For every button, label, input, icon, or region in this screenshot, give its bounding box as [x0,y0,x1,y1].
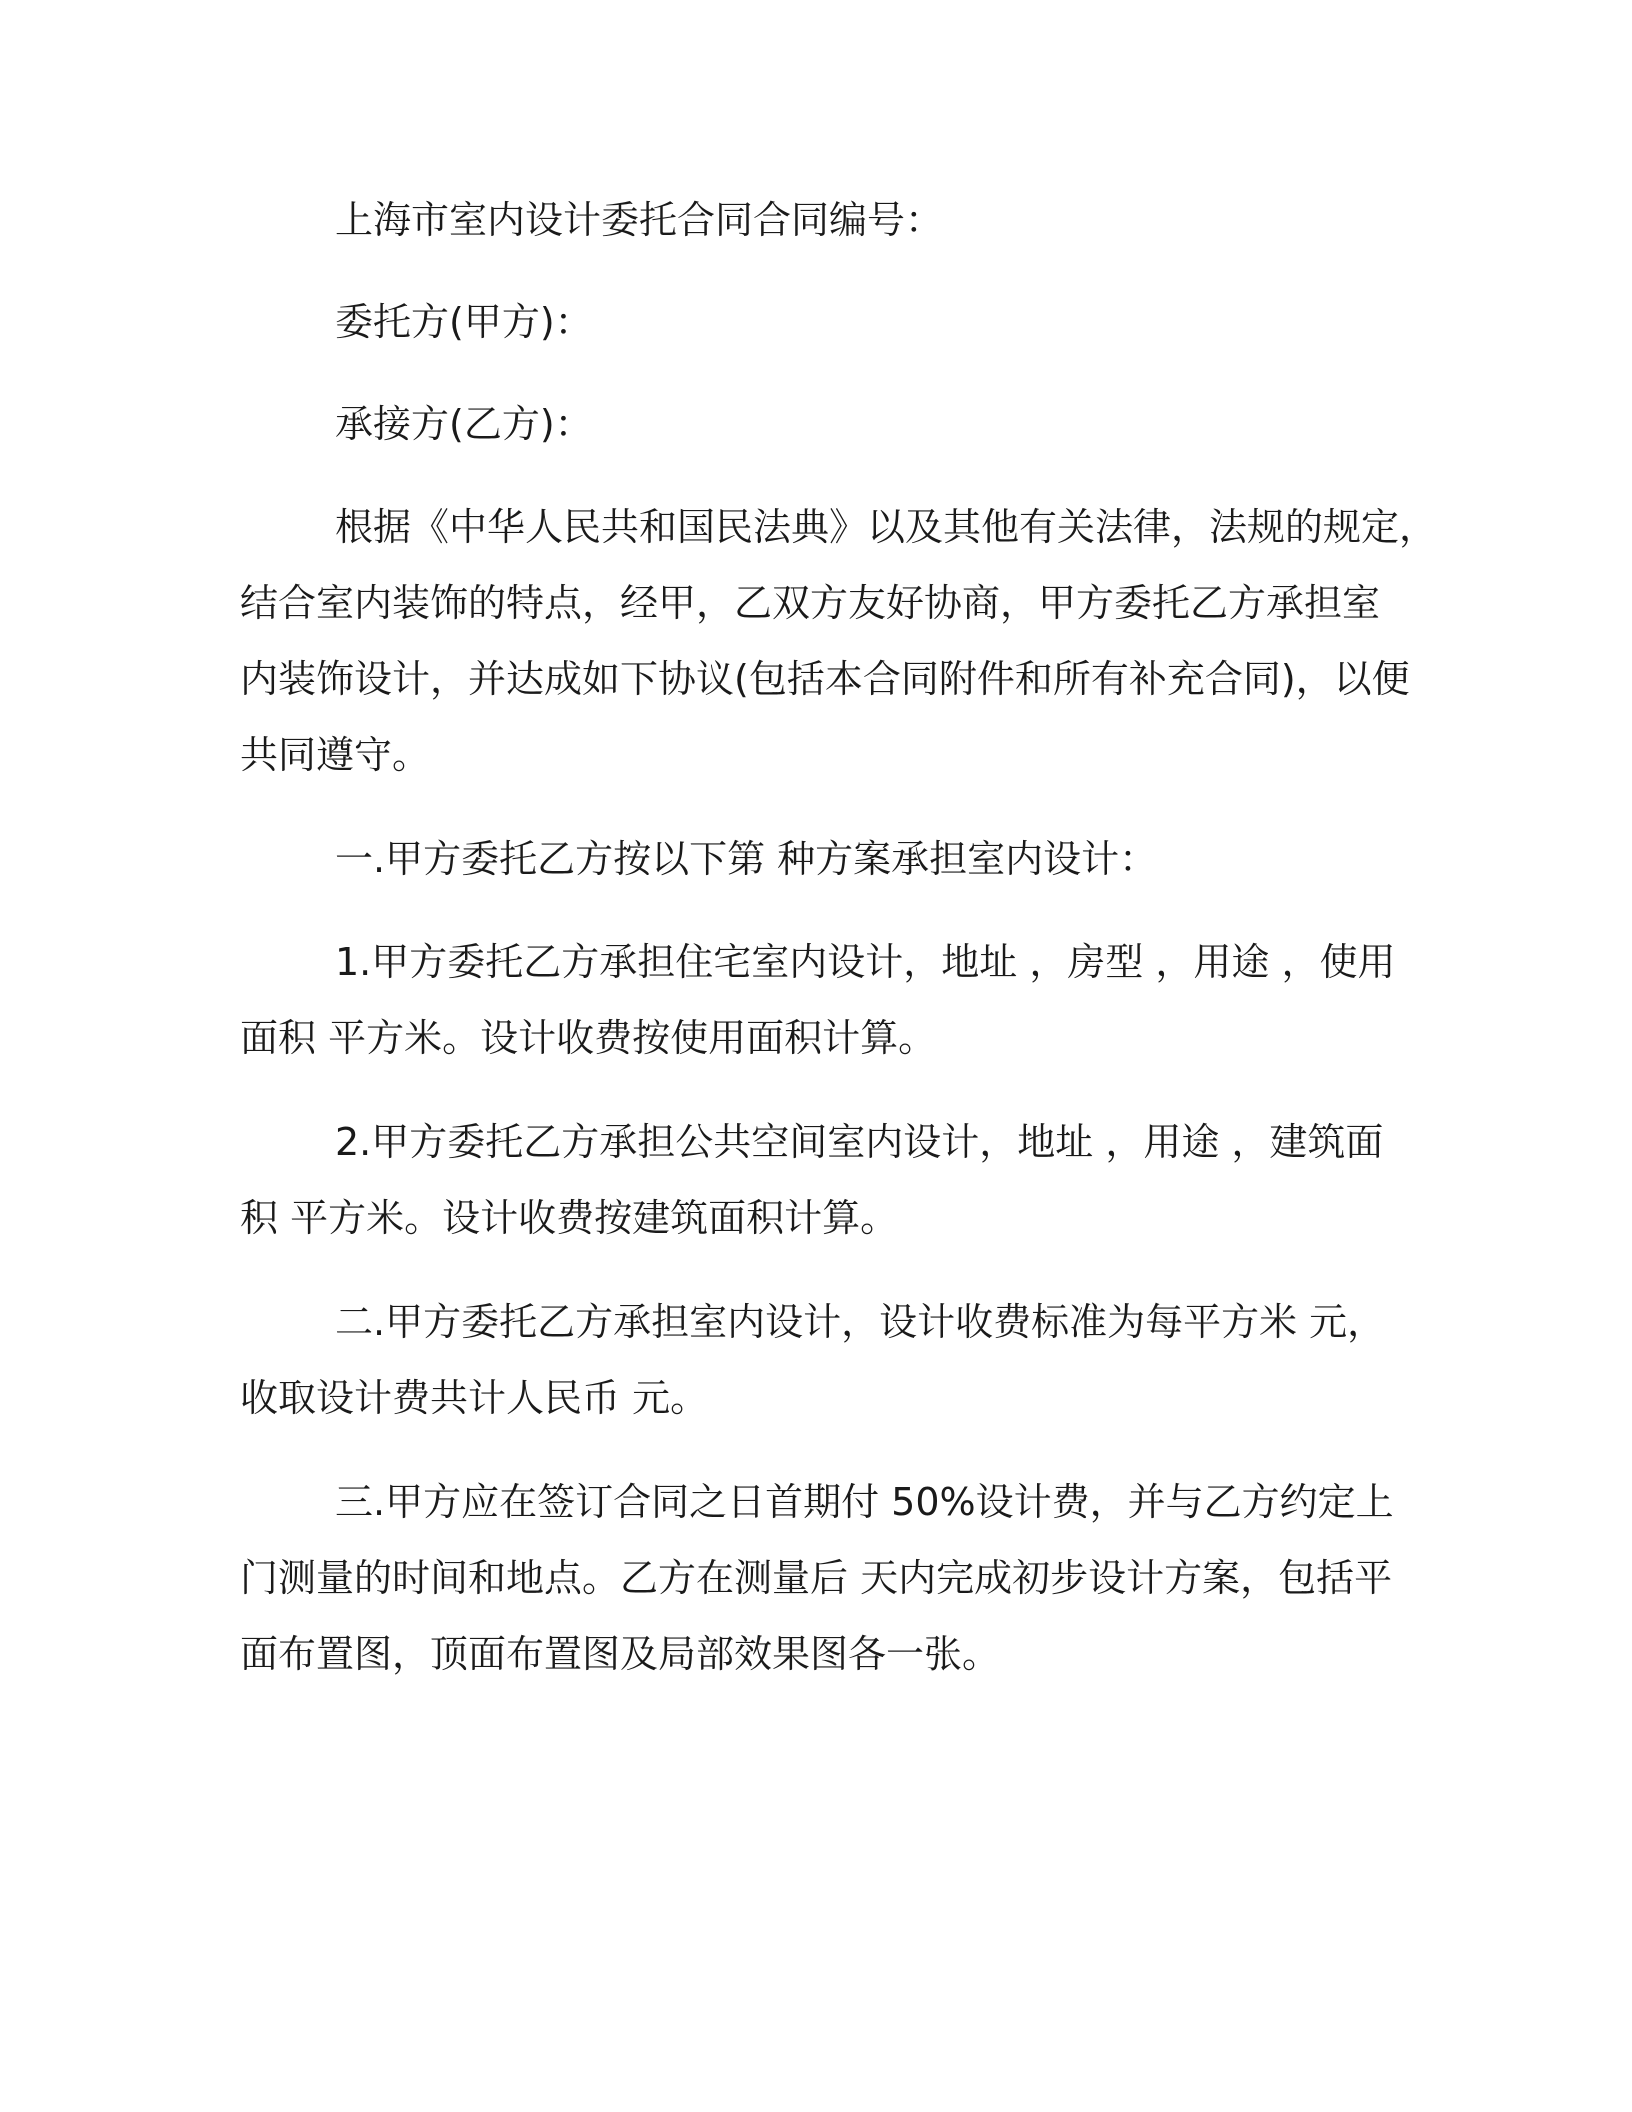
option-2-line: 积 平方米。设计收费按建筑面积计算。 [240,1196,899,1240]
clause-2-line: 二.甲方委托乙方承担室内设计，设计收费标准为每平方米 元， [335,1300,1386,1344]
preamble-line: 内装饰设计，并达成如下协议(包括本合同附件和所有补充合同)，以便 [240,657,1410,701]
preamble-line: 结合室内装饰的特点，经甲，乙双方友好协商，甲方委托乙方承担室 [240,581,1381,625]
preamble-line: 根据《中华人民共和国民法典》以及其他有关法律，法规的规定， [335,505,1438,549]
party-b-line: 承接方(乙方)： [335,402,593,446]
party-a-line: 委托方(甲方)： [335,300,593,344]
clause-3-line: 三.甲方应在签订合同之日首期付 50%设计费，并与乙方约定上 [335,1480,1394,1524]
clause-3-line: 面布置图，顶面布置图及局部效果图各一张。 [240,1632,1001,1676]
option-2-line: 2.甲方委托乙方承担公共空间室内设计，地址 ，用途 ，建筑面 [335,1120,1384,1164]
option-1-line: 1.甲方委托乙方承担住宅室内设计，地址 ，房型 ，用途 ，使用 [335,940,1396,984]
option-1-line: 面积 平方米。设计收费按使用面积计算。 [240,1016,937,1060]
preamble-line: 共同遵守。 [240,733,431,777]
clause-3-line: 门测量的时间和地点。乙方在测量后 天内完成初步设计方案，包括平 [240,1556,1393,1600]
clause-2-line: 收取设计费共计人民币 元。 [240,1376,709,1420]
clause-1-heading: 一.甲方委托乙方按以下第 种方案承担室内设计： [335,837,1158,881]
contract-title: 上海市室内设计委托合同合同编号： [335,198,944,242]
